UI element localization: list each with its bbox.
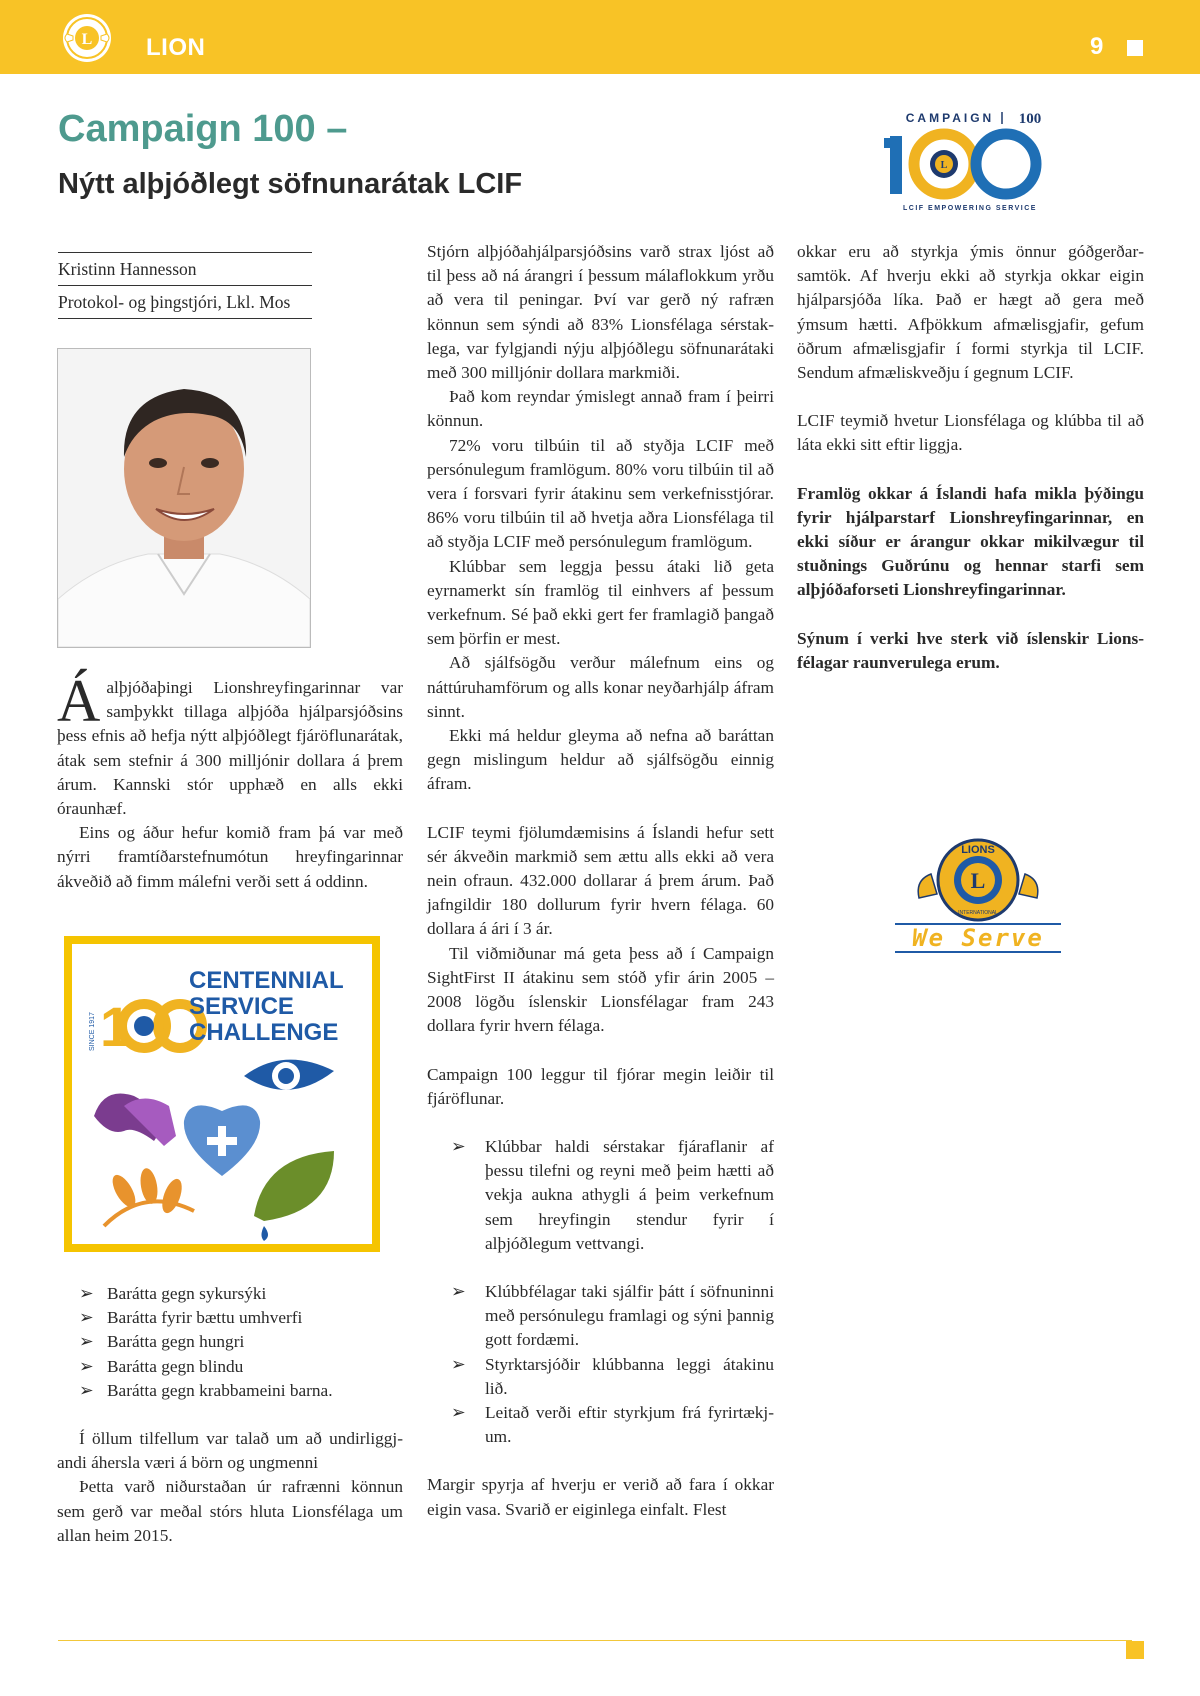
footer-square (1126, 1641, 1144, 1659)
col3-paragraph-2: LCIF teymið hvetur Lionsfélaga og klúbba til að láta ekki sitt eftir liggja. (797, 411, 1144, 455)
article-title: Campaign 100 – (58, 108, 348, 150)
weserve-motto: We Serve (912, 924, 1044, 952)
col3-paragraph-4: Sýnum í verki hve sterk við íslenskir Lionsfélagar raunverulega erum. (797, 628, 1144, 672)
drop-cap: Á (57, 668, 101, 734)
list-item: ➢ Barátta gegn sykursýki (79, 1284, 267, 1303)
author-portrait-icon (58, 349, 310, 647)
column-3 (797, 240, 1144, 675)
col2-paragraph-5: Að sjálfsögðu verður málefnum eins og náttúruhamförum og alls konar neyðarhjálp áfram sinnt. (427, 653, 774, 721)
col2-paragraph-4: Klúbbar sem leggja þessu átaki lið geta eyrnamerkt sín framlög til einhvers af þessum verkefnum. Sé það ekki gert fer framlagið þangað sem þörfin er mest. (427, 556, 774, 649)
magazine-title: LION (146, 34, 206, 61)
col1-paragraph-3: Í öllum tilfellum var talað um að undirliggjandi áhersla væri á börn og ungmenni (57, 1429, 403, 1473)
svg-text:L: L (970, 868, 986, 893)
list-item: ➢ Barátta gegn hungri (79, 1332, 245, 1352)
lions-emblem-icon (61, 12, 113, 64)
list-item: ➢ Klúbbar haldi sérstakar fjáraflanir af þessu tilefni og reyni með þeim hætti að vekja aukna athygli á þeim verkefnum sem hreyfingin stendur fyrir í alþjóðlegum vettvangi. (451, 1136, 774, 1253)
weserve-logo-top: LIONS (961, 844, 995, 856)
list-item: ➢ Barátta fyrir bættu umhverfi (79, 1308, 303, 1328)
byline-role-row (58, 285, 312, 313)
centennial-service-challenge-logo (64, 936, 380, 1252)
article-subtitle: Nýtt alþjóðlegt söfnunarátak LCIF (58, 168, 523, 200)
byline-author-row (58, 252, 312, 280)
focus-areas-list (57, 1282, 403, 1403)
list-item: ➢ Klúbbfélagar taki sjálfir þátt í söfnuninni með persónulegu framlagi og sýni þannig gott fordæmi. (451, 1281, 774, 1350)
col1-paragraph-2: Eins og áður hefur komið fram þá var með nýrri framtíðarstefnumótun hreyfingarinnar ákveðið að fimm málefni verði sett á oddinn. (57, 823, 403, 891)
campaign-100-logo (880, 108, 1060, 214)
list-item: ➢ Barátta gegn blindu (79, 1356, 244, 1376)
col1-paragraph-4: Þetta varð niðurstaðan úr rafrænni könnun sem gerð var meðal stórs hluta Lionsfélaga um allan heim 2015. (57, 1477, 403, 1545)
header-square (1127, 40, 1143, 56)
column-1-lower (57, 1282, 403, 1548)
header-bar (0, 0, 1200, 74)
col2-paragraph-9: Campaign 100 leggur til fjórar megin leiðir til fjáröflunar. (427, 1064, 774, 1108)
col1-paragraph-1 (57, 668, 403, 821)
list-item: ➢ Styrktarsjóðir klúbbanna leggi átakinu lið. (451, 1354, 774, 1398)
col2-paragraph-3: 72% voru tilbúin til að styðja LCIF með persónulegum framlögum. 80% voru tilbúin til að vera í forsvari fyrir átakinu sem verkefnisstjórar. 86% voru tilbúin til að hvetja aðra Lionsfélaga til að styðja LCIF með persónulegum framlögum. (427, 435, 774, 552)
list-item: ➢ Barátta gegn krabbameini barna. (79, 1380, 333, 1400)
column-2 (427, 240, 774, 1522)
col2-paragraph-1: Stjórn alþjóðahjálparsjóðsins varð strax ljóst að til þess að ná árangri í þessum málaflokkum yrðu að vera til peningar. Því var gerð ný rafræn könnun sem sýndi að 83% Lionsfélaga sérstaklega, var fylgjandi nýju alþjóðlegu söfnunarátaki með 300 milljónir dollara markmiði. (427, 242, 774, 383)
col1-paragraph-1-text: alþjóðaþingi Lionshreyfingarinnar var samþykkt tillaga alþjóða hjálparsjóðsins þess efnis að hefja nýtt alþjóðlegt fjáröflunarátak, átak sem stefnir á 300 milljónir dollara á þrem árum. Kannski stór upphæð en alls ekki óraunhæf. (57, 678, 403, 819)
svg-text:1: 1 (100, 995, 132, 1058)
fundraising-methods-list (427, 1135, 774, 1449)
col3-paragraph-1: okkar eru að styrkja ýmis önnur góðgerðarsamtök. Af hverju ekki að styrkja okkar eigin hjálparsjóða líka. Það er hægt að gera með ýmsum hætti. Afþökkum afmælisgjafir, gefum öðrum afmælisgjafir í formi styrkja til LCIF. Sendum afmæliskveðju í gegnum LCIF. (797, 242, 1144, 383)
byline-author: Kristinn Hannesson (58, 259, 197, 279)
campaign-logo-bottom-text: LCIF EMPOWERING SERVICE (903, 205, 1037, 212)
col3-paragraph-3: Framlög okkar á Íslandi hafa mikla þýðingu fyrir hjálparstarf Lionshreyfingarinnar, en ekki síður er árangur okkar mikilvægur til stuðnings Guðrúnu og hennar starfi sem alþjóðaforseti Lionshreyfingarinnar. (797, 483, 1144, 600)
csc-line-1: CENTENNIAL (189, 967, 344, 994)
lions-we-serve-logo (893, 836, 1063, 958)
column-1 (57, 668, 403, 894)
author-photo (57, 348, 311, 648)
list-item: ➢ Leitað verði eftir styrkjum frá fyrirtækjum. (451, 1402, 774, 1447)
svg-text:L: L (81, 31, 93, 48)
col2-paragraph-7: LCIF teymi fjölumdæmisins á Íslandi hefur sett sér ákveðin markmið sem ættu alls ekki að vera nein ofraun. 432.000 dollarar á þrem árum. Það jafngildir 180 dollurum fyrir hvern félaga. 60 dollara á ári í 3 ár. (427, 822, 774, 939)
svg-text:L: L (940, 160, 948, 171)
csc-line-3: CHALLENGE (189, 1019, 339, 1046)
campaign-logo-top-text: CAMPAIGN (905, 111, 995, 125)
byline-divider (58, 318, 312, 319)
col2-paragraph-8: Til viðmiðunar má geta þess að í Campaign SightFirst II átakinu sem stóð yfir árin 2005 – 2008 lögðu íslenskir Lionsfélagar fram 243 dollara fyrir hvern félaga. (427, 943, 774, 1036)
weserve-logo-bottom: INTERNATIONAL (958, 910, 998, 916)
footer-rule (58, 1640, 1132, 1641)
col2-paragraph-6: Ekki má heldur gleyma að nefna að baráttan gegn mislingum heldur að sjálfsögðu einnig áfram. (427, 726, 774, 794)
csc-line-2: SERVICE (189, 993, 294, 1020)
col2-paragraph-10: Margir spyrja af hverju er verið að fara í okkar eigin vasa. Svarið er eiginlega einfalt. Flest (427, 1475, 774, 1519)
col2-paragraph-2: Það kom reyndar ýmislegt annað fram í þeirri könnun. (427, 387, 774, 431)
byline-role: Protokol- og þingstjóri, Lkl. Mos (58, 292, 291, 312)
csc-since: SINCE 1917 (89, 1012, 96, 1051)
campaign-logo-number: 100 (1018, 111, 1042, 127)
page-number: 9 (1090, 33, 1104, 60)
